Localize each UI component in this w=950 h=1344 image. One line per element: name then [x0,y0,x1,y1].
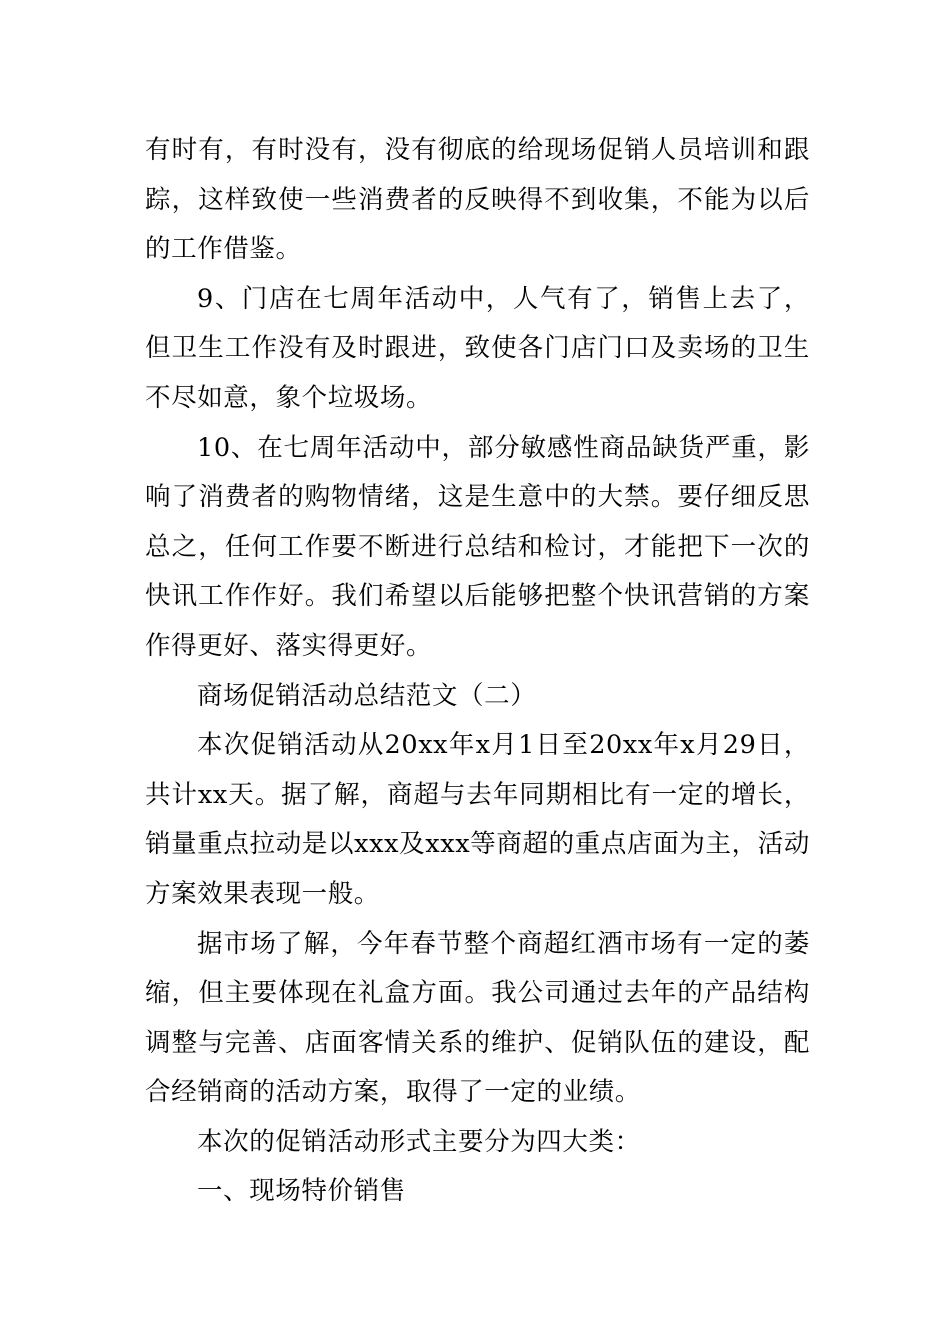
paragraph-item-10: 10、在七周年活动中，部分敏感性商品缺货严重，影响了消费者的购物情绪，这是生意中的大禁。要仔细反思总之，任何工作要不断进行总结和检讨，才能把下一次的快讯工作作好。我们希望以后能够把整个快讯营销的方案作得更好、落实得更好。 [145,432,810,661]
paragraph-activity-forms: 本次的促销活动形式主要分为四大类： [197,1126,641,1157]
paragraph-activity-period: 本次促销活动从20xx年x月1日至20xx年x月29日，共计xx天。据了解，商超与去年同期相比有一定的增长，销量重点拉动是以xxx及xxx等商超的重点店面为主，活动方案效果表现一般。 [145,730,810,909]
section-heading: 商场促销活动总结范文（二） [197,680,537,711]
paragraph-market-analysis: 据市场了解，今年春节整个商超红酒市场有一定的萎缩，但主要体现在礼盒方面。我公司通过去年的产品结构调整与完善、店面客情关系的维护、促销队伍的建设，配合经销商的活动方案，取得了一定的业绩。 [145,928,810,1108]
paragraph-continuation: 有时有，有时没有，没有彻底的给现场促销人员培训和跟踪，这样致使一些消费者的反映得不到收集，不能为以后的工作借鉴。 [145,135,810,265]
list-heading-1: 一、现场特价销售 [197,1176,406,1207]
paragraph-item-9: 9、门店在七周年活动中，人气有了，销售上去了，但卫生工作没有及时跟进，致使各门店门口及卖场的卫生不尽如意，象个垃圾场。 [145,283,810,413]
document-body [145,126,810,1217]
